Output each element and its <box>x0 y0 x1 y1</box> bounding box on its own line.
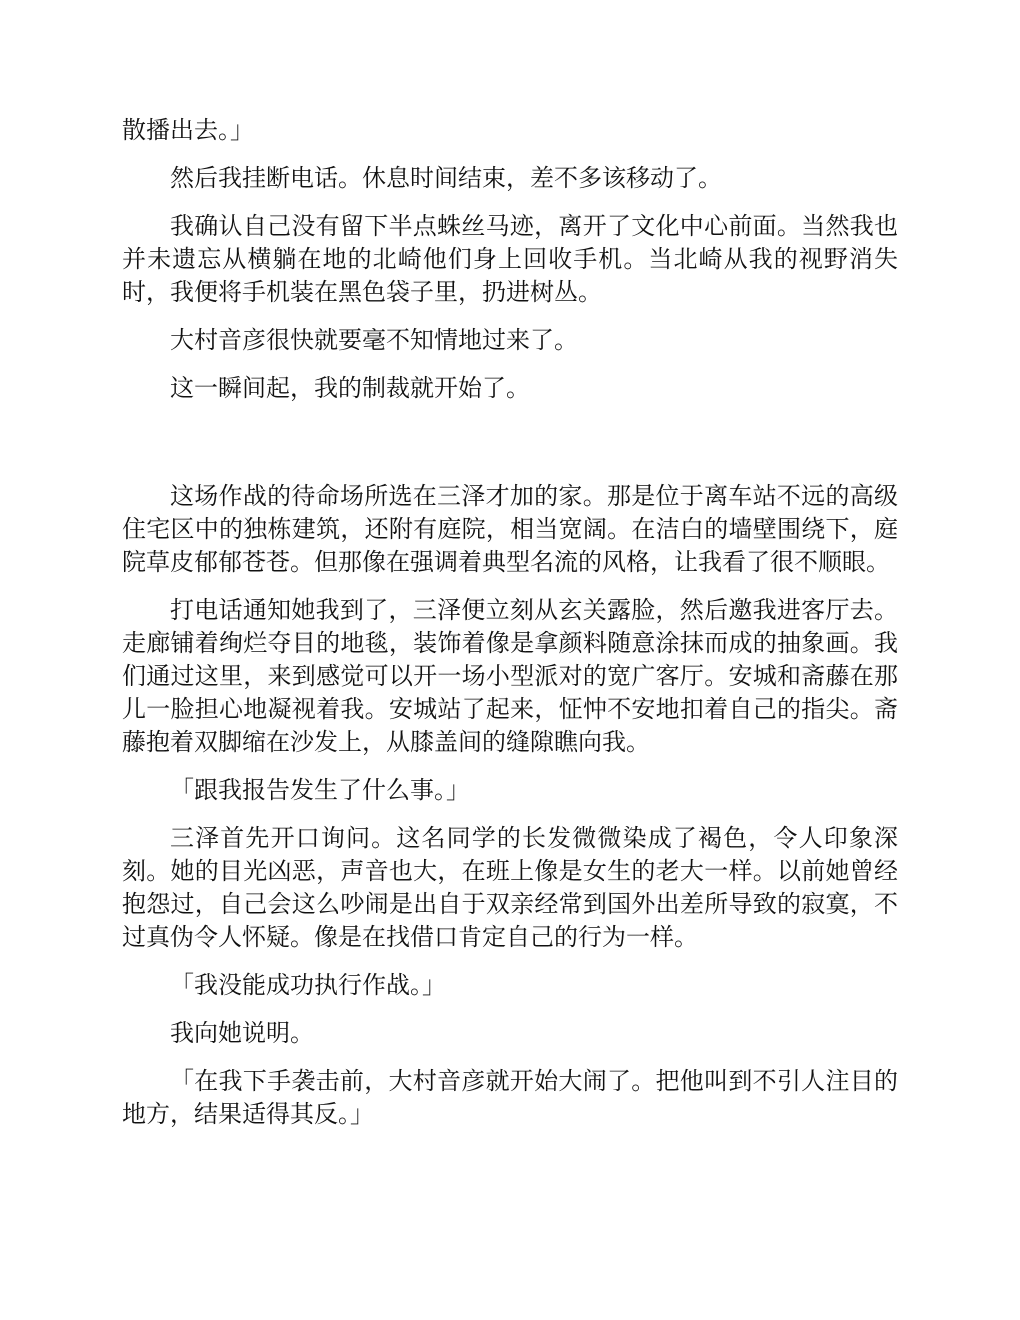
paragraph: 然后我挂断电话。休息时间结束，差不多该移动了。 <box>170 164 722 192</box>
dialogue-line: 「跟我报告发生了什么事。」 <box>170 776 470 804</box>
paragraph: 这一瞬间起，我的制裁就开始了。 <box>170 374 530 402</box>
paragraph: 散播出去。」 <box>122 116 254 144</box>
paragraph: 这场作战的待命场所选在三泽才加的家。那是位于离车站不远的高级住宅区中的独栋建筑，还附有庭院，相当宽阔。在洁白的墙壁围绕下，庭院草皮郁郁苍苍。但那像在强调着典型名流的风格，让我看了很不顺眼。 <box>122 482 898 576</box>
paragraph: 我向她说明。 <box>170 1019 314 1047</box>
document-page <box>122 114 898 1146</box>
paragraph: 三泽首先开口询问。这名同学的长发微微染成了褐色，令人印象深刻。她的目光凶恶，声音也大，在班上像是女生的老大一样。以前她曾经抱怨过，自己会这么吵闹是出自于双亲经常到国外出差所导致的寂寞，不过真伪令人怀疑。像是在找借口肯定自己的行为一样。 <box>122 824 898 951</box>
dialogue-line: 「在我下手袭击前，大村音彦就开始大闹了。把他叫到不引人注目的地方，结果适得其反。」 <box>122 1067 898 1128</box>
paragraph: 我确认自己没有留下半点蛛丝马迹，离开了文化中心前面。当然我也并未遗忘从横躺在地的北崎他们身上回收手机。当北崎从我的视野消失时，我便将手机装在黑色袋子里，扔进树丛。 <box>122 212 898 306</box>
paragraph: 打电话通知她我到了，三泽便立刻从玄关露脸，然后邀我进客厅去。走廊铺着绚烂夺目的地毯，装饰着像是拿颜料随意涂抹而成的抽象画。我们通过这里，来到感觉可以开一场小型派对的宽广客厅。安城和斋藤在那儿一脸担心地凝视着我。安城站了起来，怔忡不安地扣着自己的指尖。斋藤抱着双脚缩在沙发上，从膝盖间的缝隙瞧向我。 <box>122 596 898 756</box>
paragraph: 大村音彦很快就要毫不知情地过来了。 <box>170 326 578 354</box>
dialogue-line: 「我没能成功执行作战。」 <box>170 971 446 999</box>
section-break <box>122 420 898 480</box>
